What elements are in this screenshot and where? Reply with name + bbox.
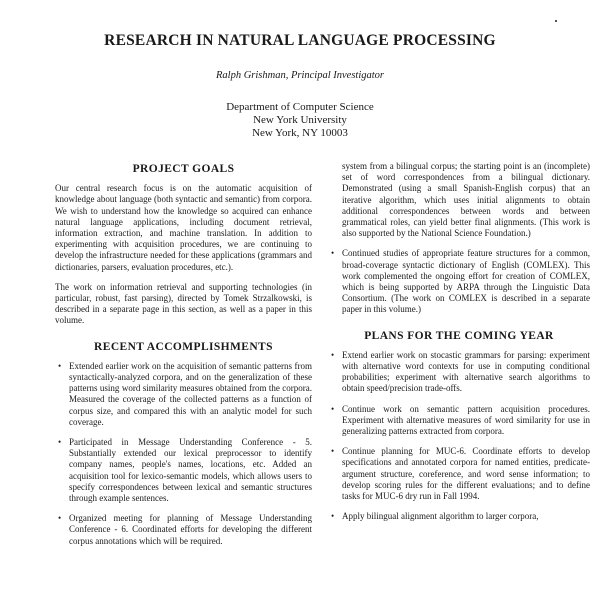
list-item: • Participated in Message Understanding Conference - 5. Substantially extended our lexical preprocessor to identify company names, people's names, locations, etc. Added an acquisition tool for lexico-semantic models, which allows users to specify correspondences between lexical and semantic structures through example sentences. <box>58 437 312 504</box>
list-item: • Organized meeting for planning of Message Understanding Conference - 6. Coordinated efforts for developing the different corpus annotations which will be required. <box>58 513 312 546</box>
bullet-icon: • <box>331 248 335 259</box>
list-item: • Extended earlier work on the acquisition of semantic patterns from syntactically-analyzed corpora, and on the generalization of these patterns using word similarity measures obtained from the corpora. Measured the coverage of the collected patterns as a function of corpus size, and compared this with an analytic model for such coverage. <box>58 360 312 427</box>
scan-speck <box>555 20 557 22</box>
recent-accomplishments-heading: RECENT ACCOMPLISHMENTS <box>94 340 273 353</box>
affiliation-university: New York University <box>253 114 347 126</box>
project-goals-heading: PROJECT GOALS <box>132 163 235 175</box>
bullet-icon: • <box>58 437 62 448</box>
plans-list <box>328 350 590 523</box>
author-line: Ralph Grishman, Principal Investigator <box>216 70 384 81</box>
project-goals-paragraph: Our central research focus is on the automatic acquisition of knowledge about language (both syntactic and semantic) from corpora. We wish to understand how the knowledge so acquired can enhance natural language applications, including document retrieval, information extraction, and machine translation. In addition to experimenting with acquisition procedures, we are continuing to develop the infrastructure needed for these applications (grammars and dictionaries, parsers, evaluation procedures, etc.). <box>55 183 312 272</box>
continued-list <box>328 161 590 316</box>
affiliation-block <box>0 101 600 140</box>
bullet-icon: • <box>331 446 335 457</box>
list-item: • Continue work on semantic pattern acquisition procedures. Experiment with alternative measures of word similarity for use in generalizing patterns extracted from corpora. <box>331 403 590 437</box>
affiliation-address: New York, NY 10003 <box>252 127 348 139</box>
plans-heading: PLANS FOR THE COMING YEAR <box>364 329 554 342</box>
bullet-icon: • <box>58 360 62 371</box>
left-column <box>55 164 312 556</box>
right-column <box>328 161 590 531</box>
bullet-icon: • <box>331 349 335 360</box>
accomplishments-list <box>55 361 312 547</box>
bullet-icon: • <box>331 511 335 522</box>
list-item: • Continue planning for MUC-6. Coordinate efforts to develop specifications and annotated corpora for named entities, predicate-argument structure, coreference, and word sense information; to develop scoring rules for the different evaluations; and to define tasks for MUC-6 dry run in Fall 1994. <box>331 446 590 502</box>
list-item: • Extend earlier work on stocastic grammars for parsing: experiment with alternative word contexts for use in computing conditional probabilities; experiment with alternative search algorithms to obtain speed/precision trade-offs. <box>331 349 590 394</box>
project-goals-paragraph: The work on information retrieval and supporting technologies (in particular, robust, fast parsing), directed by Tomek Strzalkowski, is described in a separate page in this section, as well as a paper in this volume. <box>55 281 312 326</box>
list-item-continued: system from a bilingual corpus; the starting point is an (incomplete) set of word correspondences from a bilingual dictionary. Demonstrated (using a small Spanish-English corpus) that an iterative algorithm, which uses initial alignments to obtain additional correspondences between words and between grammatical roles, can yield better final alignments. (This work is also supported by the National Science Foundation.) <box>342 161 590 239</box>
affiliation-department: Department of Computer Science <box>226 101 374 113</box>
list-item: • Apply bilingual alignment algorithm to larger corpora, <box>331 511 539 522</box>
paper-title: RESEARCH IN NATURAL LANGUAGE PROCESSING <box>104 32 496 49</box>
list-item: • Continued studies of appropriate feature structures for a common, broad-coverage syntactic dictionary of English (COMLEX). This work complemented the ongoing effort for creation of COMLEX, which is being supported by ARPA through the Linguistic Data Consortium. (The work on COMLEX is described in a separate paper in this volume.) <box>331 248 590 315</box>
bullet-icon: • <box>331 403 335 414</box>
bullet-icon: • <box>58 513 62 524</box>
